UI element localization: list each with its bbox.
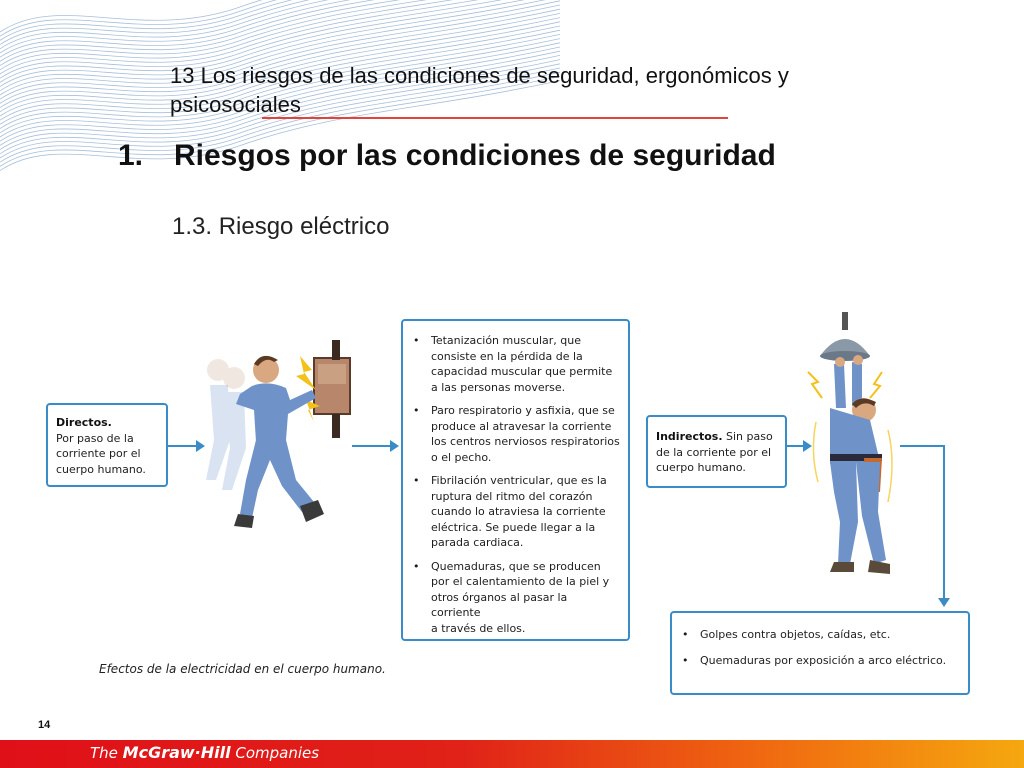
effects-box	[401, 319, 630, 641]
effect-text: cuando lo atraviesa la corriente	[431, 505, 606, 518]
arrow-directos-line	[168, 445, 196, 447]
title-underline	[262, 117, 728, 119]
effect-text: por el calentamiento de la piel y	[431, 575, 610, 588]
bullet-dot: •	[413, 404, 420, 417]
directos-text-3: cuerpo humano.	[56, 462, 146, 476]
effect-text: otros órganos al pasar la corriente	[431, 590, 568, 619]
effect-text: los centros nerviosos respiratorios	[431, 435, 620, 448]
arrow-results-line-h	[900, 445, 945, 447]
bullet-dot: •	[413, 334, 420, 347]
effect-text: capacidad muscular que permite	[431, 365, 613, 378]
effect-text: a las personas moverse.	[431, 380, 566, 394]
directos-box	[46, 403, 168, 487]
arrow-effects-line	[352, 445, 390, 447]
result-item-golpes	[682, 627, 958, 643]
directos-text-2: corriente por el	[56, 447, 141, 460]
effect-text: ruptura del ritmo del corazón	[431, 489, 593, 503]
worker-direct-shock-illustration	[196, 330, 356, 550]
directos-text-1: Por paso de la	[56, 431, 134, 445]
bullet-dot: •	[413, 474, 420, 487]
result-text: Quemaduras por exposición a arco eléctrico.	[700, 653, 947, 667]
effect-item-paro-respiratorio	[413, 403, 620, 465]
bullet-dot: •	[413, 559, 420, 573]
publisher-logo-brand: McGraw·Hill	[122, 743, 231, 762]
directos-title: Directos.	[56, 416, 112, 429]
publisher-logo-prefix: The	[90, 744, 123, 762]
footer-bar	[0, 740, 1024, 768]
publisher-logo-suffix: Companies	[230, 744, 320, 762]
effect-text: Tetanización muscular, que	[431, 334, 581, 347]
chapter-title-line-1: 13 Los riesgos de las condiciones de seguridad, ergonómicos y	[170, 63, 789, 88]
section-number: 1.	[118, 139, 144, 172]
indirectos-title: Indirectos.	[656, 430, 723, 443]
effect-item-quemaduras	[413, 559, 620, 637]
effect-text: a través de ellos.	[431, 621, 526, 635]
effect-text: produce al atravesar la corriente	[431, 419, 612, 433]
page-number: 14	[38, 719, 51, 731]
result-item-quemaduras-arco	[682, 653, 958, 669]
effect-text: parada cardiaca.	[431, 536, 524, 549]
indirectos-text-1: de la corriente por el	[656, 445, 772, 459]
bullet-dot: •	[682, 653, 689, 667]
effect-item-fibrilacion	[413, 473, 620, 551]
result-text: Golpes contra objetos, caídas, etc.	[700, 628, 891, 641]
indirectos-text-2: cuerpo humano.	[656, 461, 746, 474]
effect-text: Quemaduras, que se producen	[431, 559, 601, 573]
bullet-dot: •	[682, 628, 689, 641]
arrow-results-head	[938, 598, 950, 607]
effect-text: Fibrilación ventricular, que es la	[431, 474, 607, 487]
figure-caption: Efectos de la electricidad en el cuerpo humano.	[99, 662, 386, 676]
subsection-title: 1.3. Riesgo eléctrico	[172, 213, 390, 240]
indirectos-box	[646, 415, 787, 488]
effect-text: consiste en la pérdida de la	[431, 349, 583, 363]
indirect-results-box	[670, 611, 970, 695]
indirectos-text-first: Sin paso	[726, 430, 773, 443]
arrow-effects-head	[390, 440, 399, 452]
effect-text: eléctrica. Se puede llegar a la	[431, 520, 596, 534]
worker-lamp-shock-illustration	[800, 312, 900, 592]
section-title-text: Riesgos por las condiciones de seguridad	[174, 139, 776, 172]
arrow-results-line-v	[943, 445, 945, 598]
chapter-title-line-2: psicosociales	[170, 92, 301, 117]
effect-item-tetanizacion	[413, 333, 620, 395]
effect-text: o el pecho.	[431, 450, 492, 464]
effect-text: Paro respiratorio y asfixia, que se	[431, 404, 615, 417]
section-title	[118, 139, 776, 173]
publisher-logo	[90, 743, 319, 762]
